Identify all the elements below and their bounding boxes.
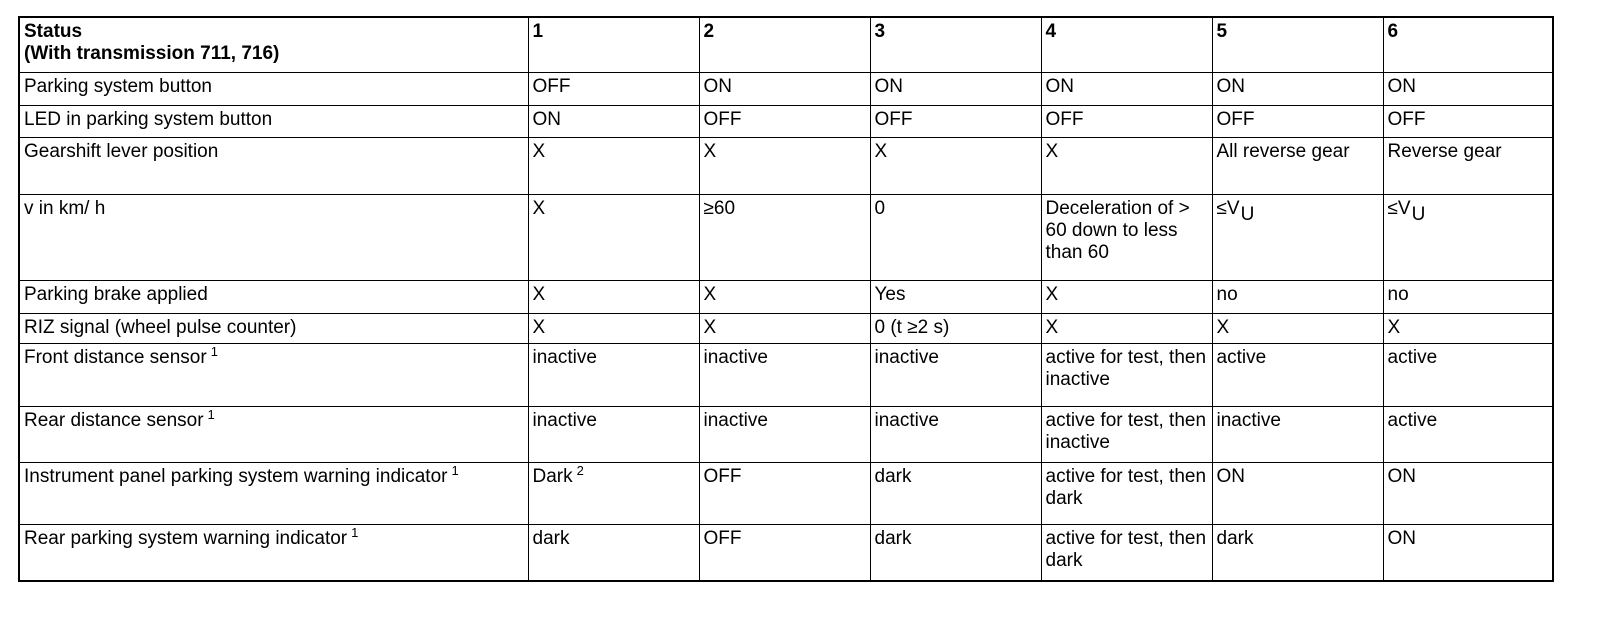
- table-cell: 0 (t ≥2 s): [870, 313, 1041, 343]
- row-label: Parking brake applied: [19, 280, 528, 313]
- table-header-row: [19, 17, 1553, 72]
- row-label: [19, 524, 528, 581]
- table-cell: inactive: [1212, 406, 1383, 462]
- table-cell: active for test, then dark: [1041, 462, 1212, 524]
- table-cell: X: [528, 194, 699, 280]
- row-label: RIZ signal (wheel pulse counter): [19, 313, 528, 343]
- table-cell: ON: [1041, 72, 1212, 105]
- table-cell: active: [1383, 343, 1553, 406]
- table-row: [19, 462, 1553, 524]
- table-row: [19, 72, 1553, 105]
- table-cell: All reverse gear: [1212, 137, 1383, 194]
- table-cell: active: [1212, 343, 1383, 406]
- table-cell: ON: [1383, 72, 1553, 105]
- table-row: [19, 524, 1553, 581]
- table-cell: active for test, then dark: [1041, 524, 1212, 581]
- row-label: Parking system button: [19, 72, 528, 105]
- table-cell: OFF: [870, 105, 1041, 137]
- table-cell: X: [1041, 313, 1212, 343]
- table-cell: X: [870, 137, 1041, 194]
- table-cell: X: [528, 313, 699, 343]
- table-cell: ON: [1212, 72, 1383, 105]
- subscript-u: U: [1411, 203, 1426, 225]
- table-cell: no: [1212, 280, 1383, 313]
- table-cell: ON: [1383, 524, 1553, 581]
- table-cell: inactive: [870, 343, 1041, 406]
- subscript-u: U: [1240, 203, 1255, 225]
- cell-text: Dark: [532, 465, 573, 487]
- table-row: [19, 105, 1553, 137]
- header-col-6: 6: [1383, 17, 1553, 72]
- table-cell: inactive: [528, 343, 699, 406]
- row-label-text: Rear distance sensor: [24, 409, 204, 431]
- footnote-marker: 1: [351, 524, 359, 540]
- row-label: [19, 343, 528, 406]
- table-cell: Yes: [870, 280, 1041, 313]
- table-cell: ON: [528, 105, 699, 137]
- table-cell: [528, 462, 699, 524]
- table-cell: no: [1383, 280, 1553, 313]
- table-cell: ON: [1212, 462, 1383, 524]
- table-cell: X: [1212, 313, 1383, 343]
- table-cell: OFF: [699, 105, 870, 137]
- footnote-marker: 1: [210, 343, 218, 359]
- table-cell: X: [699, 313, 870, 343]
- table-cell: Reverse gear: [1383, 137, 1553, 194]
- table-cell: [1212, 194, 1383, 280]
- table-cell: X: [1041, 137, 1212, 194]
- table-cell: X: [699, 280, 870, 313]
- footnote-marker: 2: [576, 462, 584, 478]
- table-cell: X: [528, 280, 699, 313]
- row-label: Gearshift lever position: [19, 137, 528, 194]
- header-col-4: 4: [1041, 17, 1212, 72]
- table-row: [19, 194, 1553, 280]
- header-col-2: 2: [699, 17, 870, 72]
- table-cell: ON: [870, 72, 1041, 105]
- le-v-text: ≤V: [1387, 197, 1411, 219]
- speed-limit-value: [1387, 197, 1426, 225]
- row-label: [19, 462, 528, 524]
- row-label: v in km/ h: [19, 194, 528, 280]
- le-v-text: ≤V: [1216, 197, 1240, 219]
- row-label-text: Front distance sensor: [24, 346, 207, 368]
- header-col-1: 1: [528, 17, 699, 72]
- table-cell: ON: [699, 72, 870, 105]
- table-cell: active: [1383, 406, 1553, 462]
- row-label-text: Instrument panel parking system warning indicator: [24, 465, 448, 487]
- table-row: [19, 137, 1553, 194]
- table-row: [19, 343, 1553, 406]
- row-label-text: Rear parking system warning indicator: [24, 527, 348, 549]
- header-col-5: 5: [1212, 17, 1383, 72]
- header-status: [19, 17, 528, 72]
- table-cell: Deceleration of > 60 down to less than 60: [1041, 194, 1212, 280]
- table-cell: active for test, then inactive: [1041, 406, 1212, 462]
- table-row: [19, 313, 1553, 343]
- speed-limit-value: [1216, 197, 1255, 225]
- table-cell: OFF: [699, 524, 870, 581]
- table-row: [19, 406, 1553, 462]
- table-cell: 0: [870, 194, 1041, 280]
- table-cell: dark: [870, 462, 1041, 524]
- table-cell: OFF: [1041, 105, 1212, 137]
- table-cell: active for test, then inactive: [1041, 343, 1212, 406]
- table-cell: OFF: [699, 462, 870, 524]
- row-label: LED in parking system button: [19, 105, 528, 137]
- header-status-sub: (With transmission 711, 716): [24, 43, 280, 64]
- table-cell: X: [1041, 280, 1212, 313]
- table-cell: OFF: [1383, 105, 1553, 137]
- table-row: [19, 280, 1553, 313]
- table-cell: inactive: [699, 406, 870, 462]
- table-cell: X: [1383, 313, 1553, 343]
- table-cell: dark: [1212, 524, 1383, 581]
- table-cell: dark: [870, 524, 1041, 581]
- header-col-3: 3: [870, 17, 1041, 72]
- table-cell: OFF: [528, 72, 699, 105]
- table-cell: OFF: [1212, 105, 1383, 137]
- table-cell: ≥60: [699, 194, 870, 280]
- footnote-marker: 1: [207, 406, 215, 422]
- row-label: [19, 406, 528, 462]
- table-cell: X: [699, 137, 870, 194]
- table-cell: inactive: [870, 406, 1041, 462]
- footnote-marker: 1: [451, 462, 459, 478]
- header-status-label: Status: [24, 21, 83, 42]
- table-cell: X: [528, 137, 699, 194]
- status-table: [18, 16, 1554, 582]
- table-cell: dark: [528, 524, 699, 581]
- table-cell: [1383, 194, 1553, 280]
- table-cell: ON: [1383, 462, 1553, 524]
- table-cell: inactive: [528, 406, 699, 462]
- table-cell: inactive: [699, 343, 870, 406]
